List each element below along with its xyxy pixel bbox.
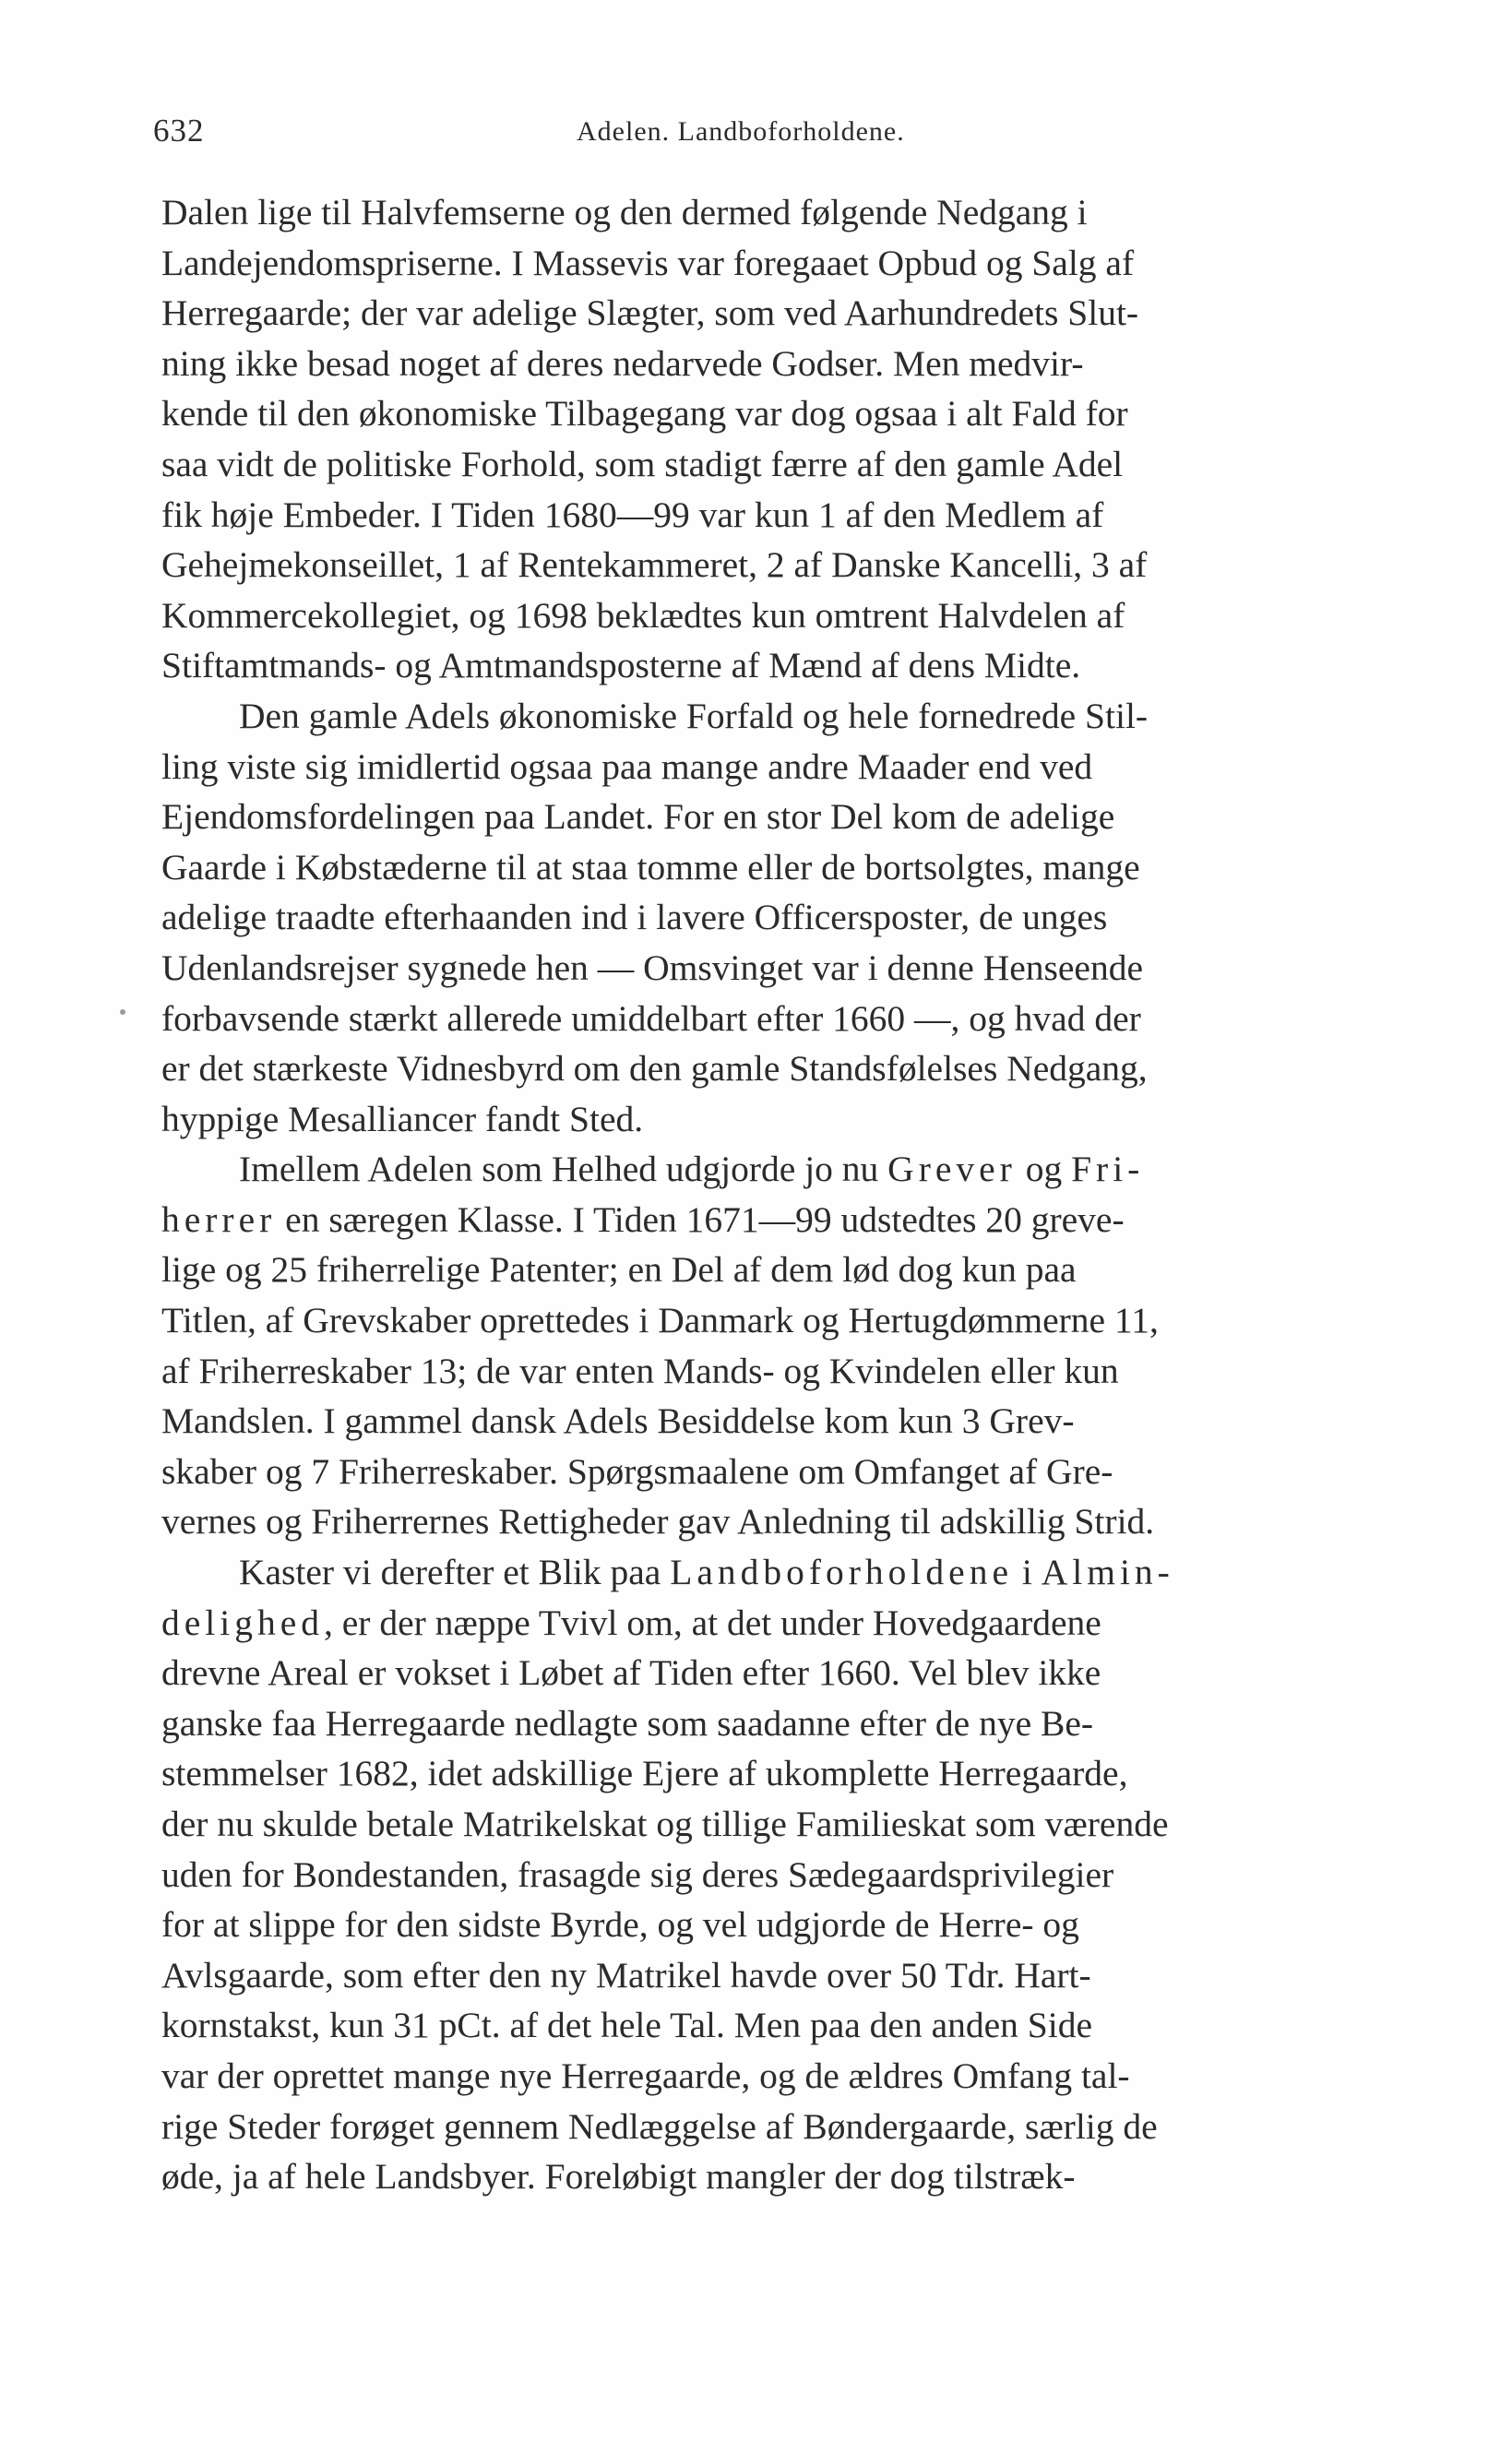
text-line: var der oprettet mange nye Herregaarde, og de ældres Omfang tal- (161, 2055, 1130, 2096)
text-line: hyppige Mesalliancer fandt Sted. (161, 1098, 644, 1139)
body-text (161, 187, 1400, 2202)
text-line (161, 1598, 1400, 1649)
text-line: Mandslen. I gammel dansk Adels Besiddelse kom kun 3 Grev- (161, 1400, 1075, 1442)
text-segment: Kaster vi derefter et Blik paa (239, 1552, 671, 1593)
text-line: Titlen, af Grevskaber oprettedes i Danmark og Hertugdømmerne 11, (161, 1300, 1159, 1341)
text-line: rige Steder forøget gennem Nedlæggelse af Bøndergaarde, særlig de (161, 2105, 1158, 2147)
spaced-emphasis: Fri- (1071, 1149, 1145, 1190)
spaced-emphasis: herrer (161, 1198, 277, 1240)
text-segment: Imellem Adelen som Helhed udgjorde jo nu (239, 1149, 888, 1190)
text-line: ling viste sig imidlertid ogsaa paa mange andre Maader end ved (161, 745, 1093, 787)
text-line: skaber og 7 Friherreskaber. Spørgsmaalene om Omfanget af Gre- (161, 1450, 1113, 1492)
text-line: Gehejmekonseillet, 1 af Rentekammeret, 2 af Danske Kancelli, 3 af (161, 544, 1148, 586)
text-line: Landejendomspriserne. I Massevis var foregaaet Opbud og Salg af (161, 242, 1135, 283)
text-line: kornstakst, kun 31 pCt. af det hele Tal. Men paa den anden Side (161, 2005, 1093, 2046)
text-segment: i (1012, 1552, 1042, 1593)
text-line (161, 1195, 1400, 1245)
text-line: Kommercekollegiet, og 1698 beklædtes kun omtrent Halvdelen af (161, 594, 1125, 636)
spaced-emphasis: delighed (161, 1602, 325, 1643)
text-segment: og (1016, 1149, 1072, 1190)
text-line: Gaarde i Købstæderne til at staa tomme eller de bortsolgtes, mange (161, 846, 1140, 887)
text-line: af Friherreskaber 13; de var enten Mands- og Kvindelen eller kun (161, 1350, 1119, 1391)
page-header (148, 109, 1402, 155)
text-line: stemmelser 1682, idet adskillige Ejere af ukomplette Herregaarde, (161, 1753, 1128, 1794)
paragraph-start-line (161, 1144, 1400, 1195)
text-line: adelige traadte efterhaanden ind i lavere Officersposter, de unges (161, 897, 1108, 938)
text-line: fik høje Embeder. I Tiden 1680—99 var kun 1 af den Medlem af (161, 494, 1104, 535)
text-line: uden for Bondestanden, frasagde sig deres Sædegaardsprivilegier (161, 1853, 1114, 1895)
text-segment: en særegen Klasse. I Tiden 1671—99 udstedtes 20 greve- (276, 1198, 1125, 1240)
text-line: Dalen lige til Halvfemserne og den dermed følgende Nedgang i (161, 192, 1088, 232)
text-line: ganske faa Herregaarde nedlagte som saadanne efter de nye Be- (161, 1702, 1094, 1744)
paragraph-start-line (161, 1547, 1400, 1598)
text-line: drevne Areal er vokset i Løbet af Tiden efter 1660. Vel blev ikke (161, 1652, 1101, 1694)
text-line: for at slippe for den sidste Byrde, og vel udgjorde de Herre- og (161, 1904, 1079, 1946)
spaced-emphasis: Landboforholdene (670, 1552, 1013, 1593)
text-line: saa vidt de politiske Forhold, som stadigt færre af den gamle Adel (161, 443, 1124, 484)
spaced-emphasis: Grever (887, 1149, 1017, 1190)
paragraph-start-line: Den gamle Adels økonomiske Forfald og hele fornedrede Stil- (239, 695, 1149, 736)
text-line: der nu skulde betale Matrikelskat og tillige Familieskat som værende (161, 1804, 1169, 1844)
text-line: er det stærkeste Vidnesbyrd om den gamle Standsfølelses Nedgang, (161, 1048, 1148, 1090)
text-line: vernes og Friherrernes Rettigheder gav Anledning til adskillig Strid. (161, 1501, 1155, 1543)
spaced-emphasis: Almin- (1041, 1552, 1174, 1593)
margin-dot (120, 1009, 125, 1015)
text-line: Ejendomsfordelingen paa Landet. For en stor Del kom de adelige (161, 796, 1115, 838)
running-title: Adelen. Landboforholdene. (577, 116, 905, 147)
text-line: forbavsende stærkt allerede umiddelbart efter 1660 —, og hvad der (161, 997, 1141, 1039)
text-line: Stiftamtmands- og Amtmandsposterne af Mænd af dens Midte. (161, 645, 1081, 686)
text-line: Udenlandsrejser sygnede hen — Omsvinget var i denne Henseende (161, 947, 1143, 988)
text-line: lige og 25 friherrelige Patenter; en Del af dem lød dog kun paa (161, 1249, 1077, 1291)
text-line: øde, ja af hele Landsbyer. Foreløbigt mangler der dog tilstræk- (161, 2156, 1076, 2198)
text-segment: , er der næppe Tvivl om, at det under Hovedgaardene (324, 1602, 1101, 1643)
page-number: 632 (153, 113, 205, 149)
text-line: kende til den økonomiske Tilbagegang var dog ogsaa i alt Fald for (161, 393, 1128, 435)
text-line: Herregaarde; der var adelige Slægter, som ved Aarhundredets Slut- (161, 292, 1139, 334)
text-line: Avlsgaarde, som efter den ny Matrikel havde over 50 Tdr. Hart- (161, 1954, 1091, 1995)
text-line: ning ikke besad noget af deres nedarvede Godser. Men medvir- (161, 342, 1084, 384)
